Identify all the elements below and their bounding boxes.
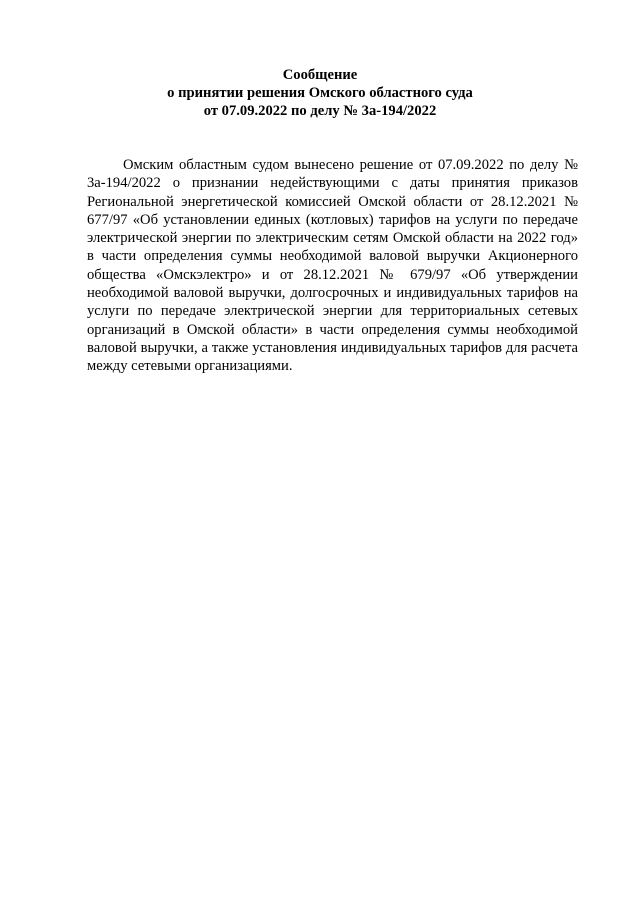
heading-case-reference: от 07.09.2022 по делу № 3а-194/2022 — [203, 103, 437, 119]
heading-subtitle: о принятии решения Омского областного суда — [167, 85, 473, 101]
body-paragraph: Омским областным судом вынесено решение от 07.09.2022 по делу № 3а-194/2022 о признании недействующими с даты принятия приказов Региональной энергетической комиссией Омской области от 28.12.2021 № 677/97 «Об установлении единых (котловых) тарифов на услуги по передаче электрической энергии по электрическим сетям Омской области на 2022 год» в части определения суммы необходимой валовой выручки Акционерного общества «Омскэлектро» и от 28.12.2021 № 679/97 «Об утверждении необходимой валовой выручки, долгосрочных и индивидуальных тарифов на услуги по передаче электрической энергии для территориальных сетевых организаций в Омской области» в части определения суммы необходимой валовой выручки, а также установления индивидуальных тарифов для расчета между сетевыми организациями. — [87, 157, 578, 375]
document-heading — [0, 66, 640, 120]
heading-title: Сообщение — [282, 67, 358, 83]
